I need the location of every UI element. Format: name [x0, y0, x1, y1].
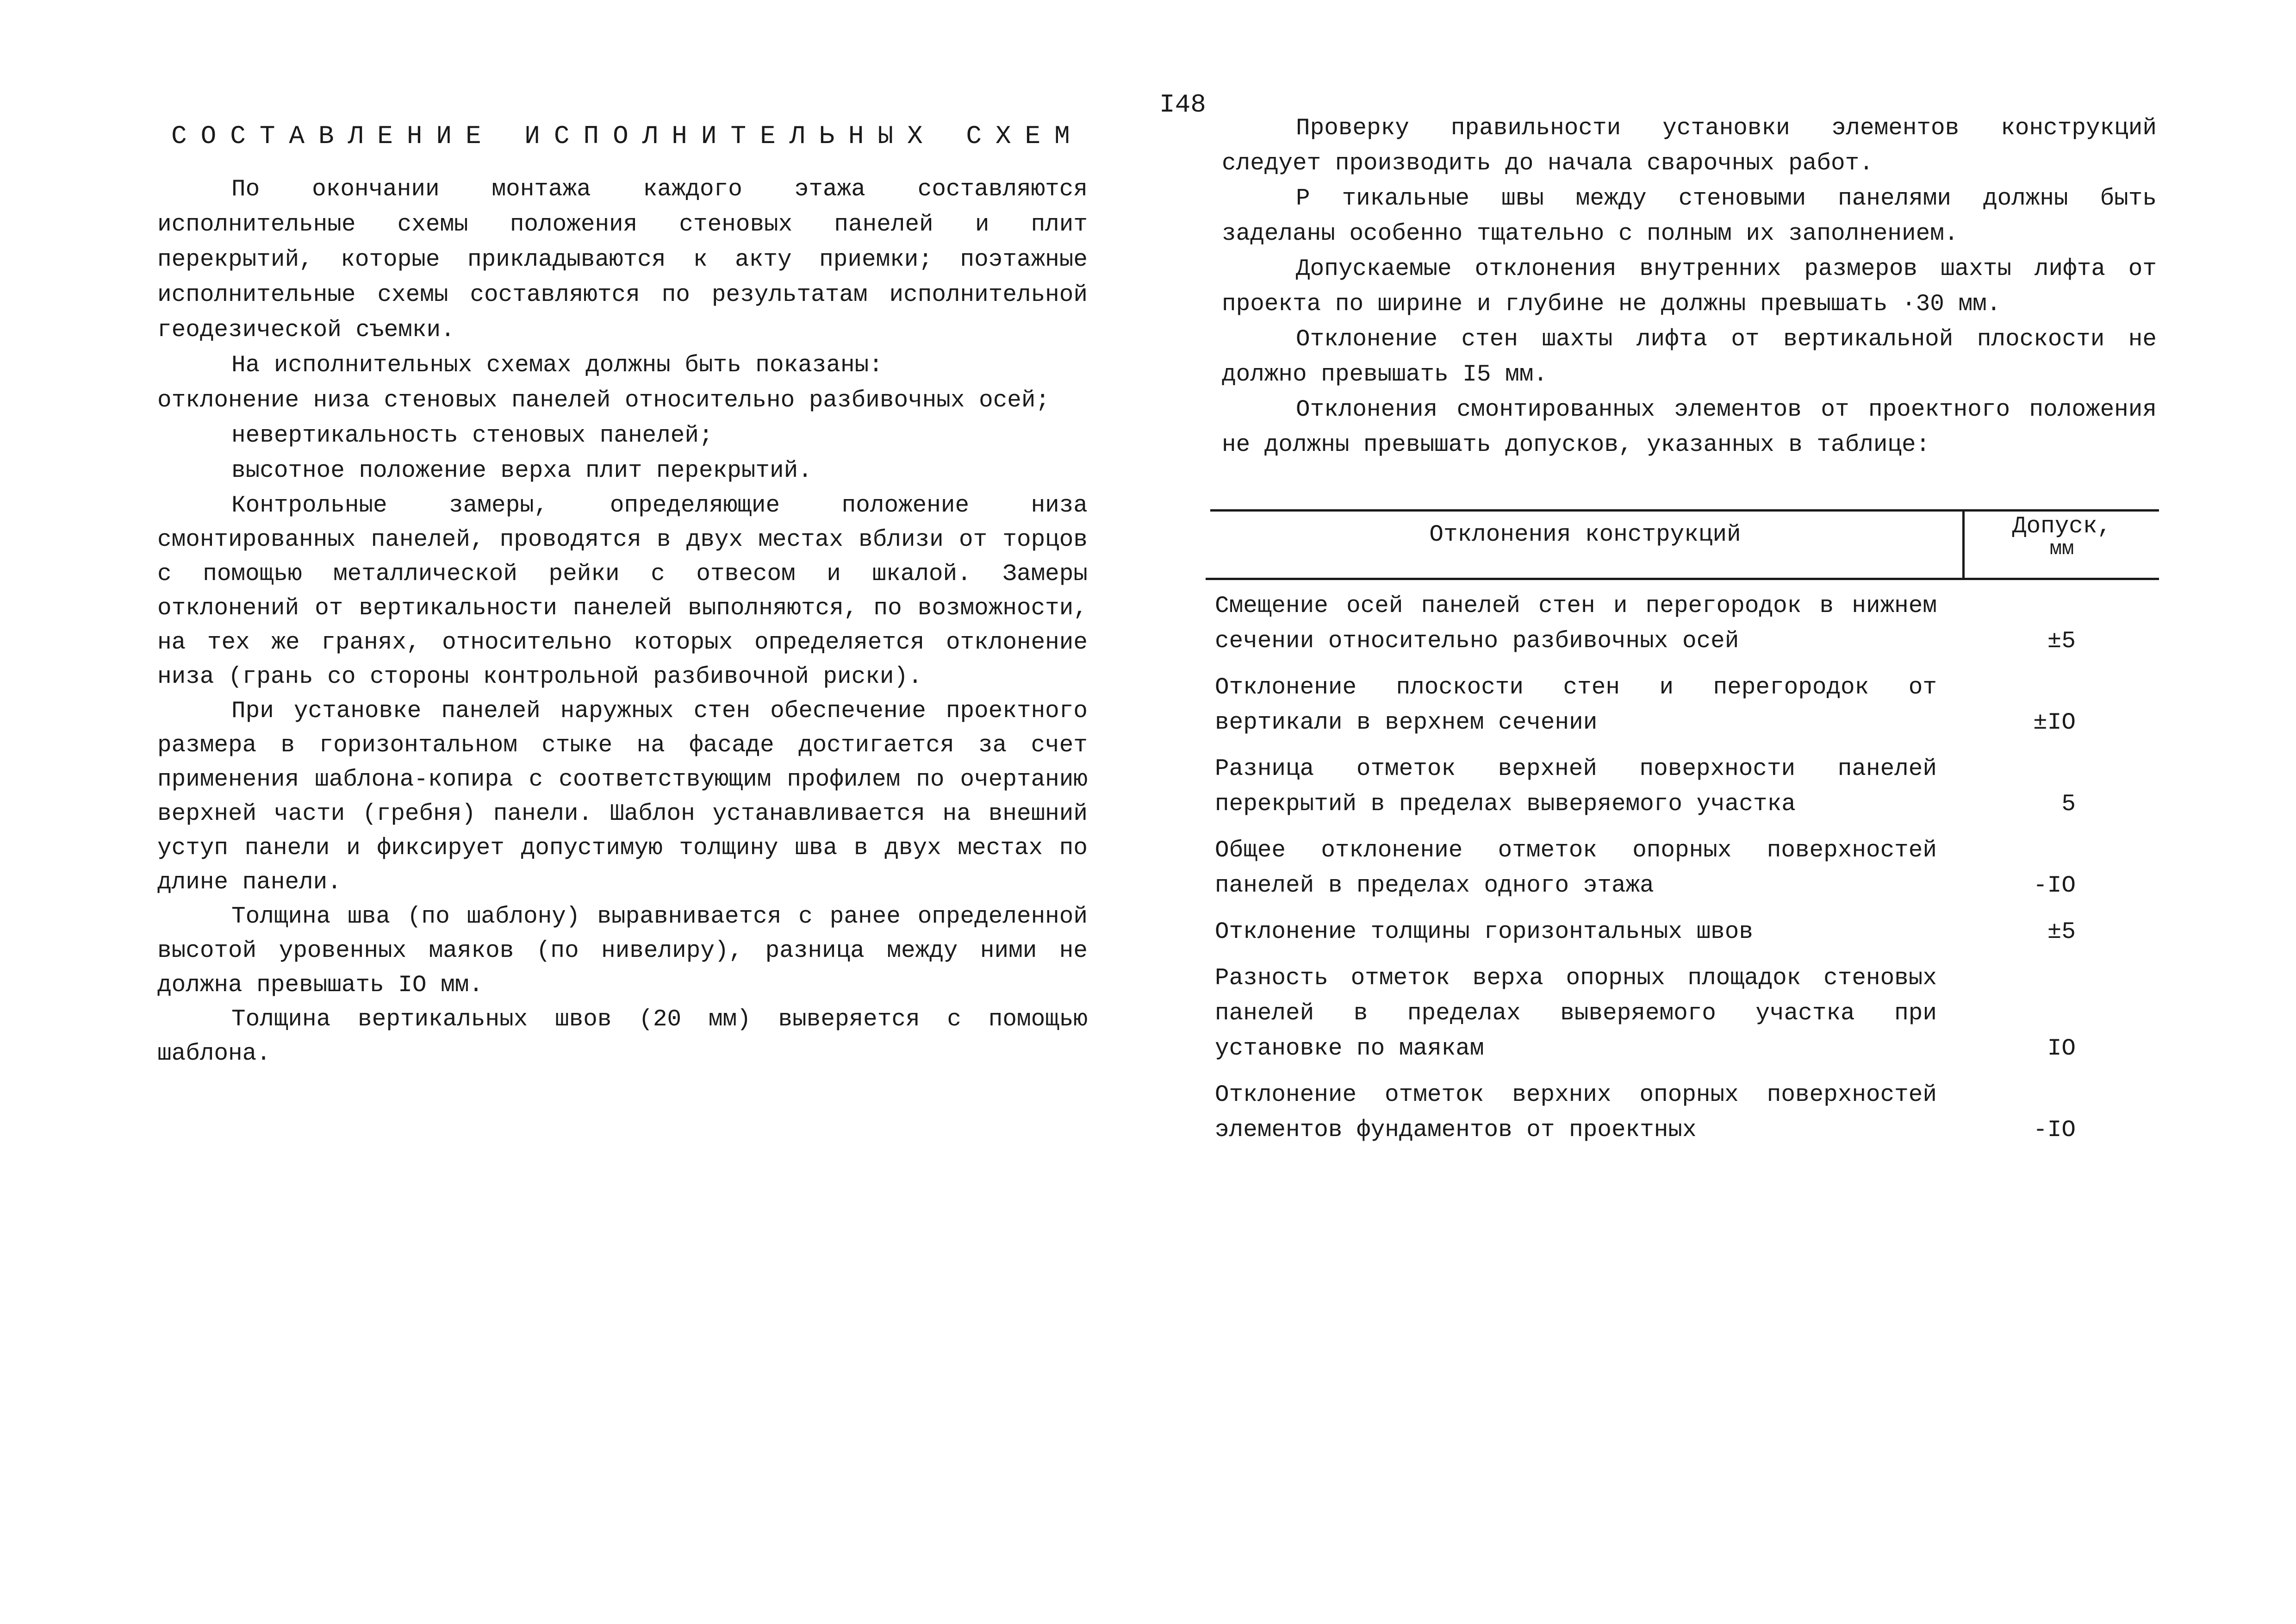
- table-row: [1210, 961, 2159, 1067]
- table-row: [1210, 915, 2159, 950]
- tolerance-value: -IO: [2033, 873, 2076, 899]
- deviation-description: Отклонение отметок верхних опорных поверхностей элементов фундаментов от проектных: [1215, 1082, 1937, 1143]
- list-item: невертикальность стеновых панелей;: [231, 423, 713, 449]
- right-column: [1222, 111, 2157, 463]
- table-header-unit: мм: [2049, 537, 2074, 561]
- tolerance-value: ±5: [2047, 628, 2076, 655]
- deviation-description: Разность отметок верха опорных площадок стеновых панелей в пределах выверяемого участка при установке по маякам: [1215, 965, 1937, 1062]
- table-rule: [1210, 509, 2159, 512]
- table-header-tolerance: [1965, 515, 2159, 559]
- left-column: [157, 116, 1088, 1071]
- table-body: [1210, 578, 2159, 1148]
- section-title: СОСТАВЛЕНИЕ ИСПОЛНИТЕЛЬНЫХ СХЕМ: [171, 121, 1084, 151]
- paragraph: Отклонение стен шахты лифта от вертикальной плоскости не должно превышать I5 мм.: [1222, 326, 2157, 388]
- deviation-description: Общее отклонение отметок опорных поверхностей панелей в пределах одного этажа: [1215, 837, 1937, 899]
- tolerance-value: 5: [2061, 791, 2076, 818]
- paragraph: На исполнительных схемах должны быть показаны:: [231, 352, 883, 379]
- deviation-description: Разница отметок верхней поверхности панелей перекрытий в пределах выверяемого участка: [1215, 756, 1937, 818]
- paragraph: Толщина шва (по шаблону) выравнивается с ранее определенной высотой уровенных маяков (по нивелиру), разница между ними не должна превышать IO мм.: [157, 904, 1088, 999]
- paragraph: Допускаемые отклонения внутренних размеров шахты лифта от проекта по ширине и глубине не должны превышать ·30 мм.: [1222, 256, 2157, 318]
- page-number: I48: [1159, 90, 1206, 119]
- deviation-description: Отклонение толщины горизонтальных швов: [1215, 919, 1753, 945]
- paragraph: По окончании монтажа каждого этажа составляются исполнительные схемы положения стеновых панелей и плит перекрытий, которые прикладываются к акту приемки; поэтажные исполнительные схемы составляются по результатам исполнительной геодезической съемки.: [157, 176, 1088, 344]
- deviation-description: Отклонение плоскости стен и перегородок от вертикали в верхнем сечении: [1215, 675, 1937, 736]
- tolerance-value: ±IO: [2033, 710, 2076, 736]
- paragraph: Отклонения смонтированных элементов от проектного положения не должны превышать допусков, указанных в таблице:: [1222, 397, 2157, 458]
- table-row: [1210, 1078, 2159, 1148]
- table-row: [1210, 589, 2159, 659]
- tolerance-value: IO: [2047, 1036, 2076, 1062]
- paragraph: Толщина вертикальных швов (20 мм) выверяется с помощью шаблона.: [157, 1006, 1088, 1067]
- table-header-tolerance-label: Допуск,: [2012, 513, 2112, 540]
- paragraph: Проверку правильности установки элементов конструкций следует производить до начала сварочных работ.: [1222, 115, 2157, 177]
- paragraph: Р тикальные швы между стеновыми панелями должны быть заделаны особенно тщательно с полным их заполнением.: [1222, 186, 2157, 247]
- table-row: [1210, 752, 2159, 822]
- table-row: [1210, 670, 2159, 741]
- tolerance-value: -IO: [2033, 1117, 2076, 1143]
- table-row: [1210, 833, 2159, 904]
- list-item: отклонение низа стеновых панелей относительно разбивочных осей;: [157, 387, 1050, 414]
- table-header-deviation: Отклонения конструкций: [1429, 522, 1741, 548]
- deviation-description: Смещение осей панелей стен и перегородок в нижнем сечении относительно разбивочных осей: [1215, 593, 1937, 655]
- paragraph: Контрольные замеры, определяющие положение низа смонтированных панелей, проводятся в двух местах вблизи от торцов с помощью металлической рейки с отвесом и шкалой. Замеры отклонений от вертикальности панелей выполняются, по возможности, на тех же гранях, относительно которых определяется отклонение низа (грань со стороны контрольной разбивочной риски).: [157, 493, 1088, 690]
- list-item: высотное положение верха плит перекрытий.: [231, 458, 812, 484]
- tolerance-value: ±5: [2047, 919, 2076, 945]
- paragraph: При установке панелей наружных стен обеспечение проектного размера в горизонтальном стыке на фасаде достигается за счет применения шаблона-копира с соответствующим профилем по очертанию верхней части (гребня) панели. Шаблон устанавливается на внешний уступ панели и фиксирует допустимую толщину шва в двух местах по длине панели.: [157, 698, 1088, 896]
